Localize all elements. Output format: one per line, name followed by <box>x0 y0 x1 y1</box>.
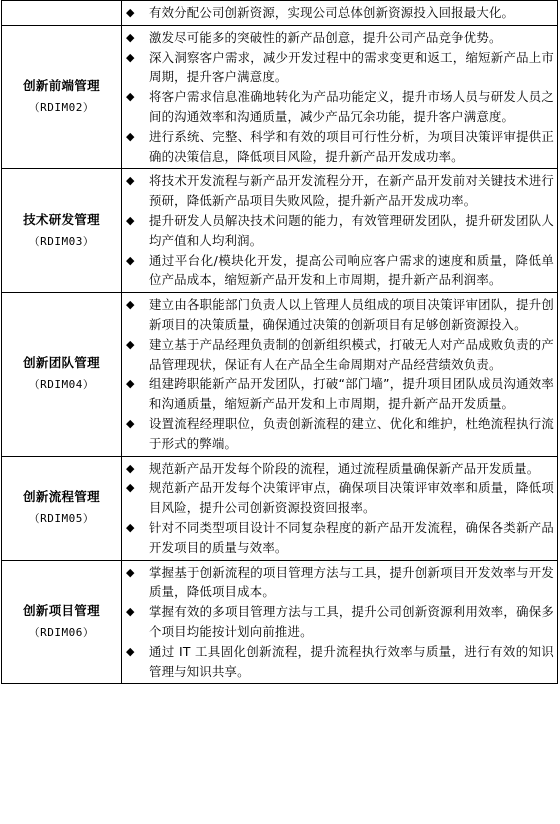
bullet-list <box>122 1 557 25</box>
module-points-cell <box>122 560 558 684</box>
module-code: （RDIM02） <box>28 101 95 115</box>
module-points-cell <box>122 25 558 169</box>
bullet-text: 提升研发人员解决技术问题的能力，有效管理研发团队，提升研发团队人均产值和人均利润。 <box>149 212 554 248</box>
module-code: （RDIM05） <box>28 512 95 526</box>
bullet-text: 进行系统、完整、科学和有效的项目可行性分析，为项目决策评审提供正确的决策信息，降低项目风险，提升新产品开发成功率。 <box>149 128 554 164</box>
table-body <box>2 1 558 684</box>
bullet-list <box>122 293 557 455</box>
module-goals-table <box>1 0 558 684</box>
diamond-bullet-icon: ◆ <box>126 644 135 658</box>
bullet-text: 激发尽可能多的突破性的新产品创意，提升公司产品竞争优势。 <box>149 29 502 45</box>
bullet-text: 建立由各职能部门负责人以上管理人员组成的项目决策评审团队，提升创新项目的决策质量，确保通过决策的创新项目有足够创新资源投入。 <box>149 297 554 332</box>
module-name-cell <box>2 456 122 560</box>
bullet-point <box>122 127 554 167</box>
bullet-point <box>122 563 554 603</box>
bullet-point <box>122 171 554 211</box>
bullet-point <box>122 478 554 518</box>
diamond-bullet-icon: ◆ <box>126 481 135 495</box>
table-row <box>2 1 558 26</box>
bullet-point <box>122 3 554 23</box>
module-name-cell <box>2 25 122 169</box>
bullet-point <box>122 459 554 479</box>
diamond-bullet-icon: ◆ <box>126 90 135 104</box>
diamond-bullet-icon: ◆ <box>126 129 135 143</box>
module-name: 创新前端管理 <box>23 78 100 94</box>
module-code: （RDIM06） <box>28 625 95 639</box>
table-row <box>2 293 558 456</box>
bullet-point <box>122 414 554 454</box>
bullet-text: 将客户需求信息准确地转化为产品功能定义，提升市场人员与研发人员之间的沟通效率和沟通质量，减少产品冗余功能，提升客户满意度。 <box>149 89 554 124</box>
bullet-text: 设置流程经理职位，负责创新流程的建立、优化和维护，杜绝流程执行流于形式的弊端。 <box>149 415 554 451</box>
diamond-bullet-icon: ◆ <box>126 605 135 619</box>
module-name: 创新流程管理 <box>23 489 100 505</box>
diamond-bullet-icon: ◆ <box>126 174 135 188</box>
bullet-point <box>122 518 554 558</box>
bullet-text: 将技术开发流程与新产品开发流程分开，在新产品开发前对关键技术进行预研，降低新产品项目失败风险，提升新产品开发成功率。 <box>149 173 554 209</box>
diamond-bullet-icon: ◆ <box>126 50 135 64</box>
bullet-text: 掌握有效的多项目管理方法与工具，提升公司创新资源利用效率，确保多个项目均能按计划向前推进。 <box>149 604 554 639</box>
diamond-bullet-icon: ◆ <box>126 520 135 534</box>
bullet-text: 深入洞察客户需求，减少开发过程中的需求变更和返工，缩短新产品上市周期，提升客户满意度。 <box>149 49 554 85</box>
diamond-bullet-icon: ◆ <box>126 30 135 44</box>
diamond-bullet-icon: ◆ <box>126 337 135 351</box>
module-points-cell <box>122 169 558 293</box>
bullet-point <box>122 251 554 291</box>
bullet-text: 组建跨职能新产品开发团队，打破“部门墙”，提升项目团队成员沟通效率和沟通质量，缩短新产品开发和上市周期，提升新产品开发质量。 <box>149 376 554 412</box>
diamond-bullet-icon: ◆ <box>126 565 135 579</box>
diamond-bullet-icon: ◆ <box>126 6 135 19</box>
module-name-cell <box>2 1 122 26</box>
table-row <box>2 456 558 560</box>
table-row <box>2 25 558 169</box>
bullet-text: 有效分配公司创新资源，实现公司总体创新资源投入回报最大化。 <box>149 5 515 20</box>
module-name: 创新团队管理 <box>23 355 100 371</box>
bullet-point <box>122 295 554 335</box>
bullet-point <box>122 602 554 642</box>
bullet-point <box>122 374 554 414</box>
module-name-cell <box>2 293 122 456</box>
table-row <box>2 560 558 684</box>
bullet-text: 规范新产品开发每个阶段的流程，通过流程质量确保新产品开发质量。 <box>149 460 540 476</box>
table-row <box>2 169 558 293</box>
diamond-bullet-icon: ◆ <box>126 377 135 391</box>
diamond-bullet-icon: ◆ <box>126 253 135 267</box>
bullet-text: 建立基于产品经理负责制的创新组织模式，打破无人对产品成败负责的产品管理现状，保证有人在产品全生命周期对产品经营绩效负责。 <box>149 336 554 372</box>
module-points-cell <box>122 293 558 456</box>
diamond-bullet-icon: ◆ <box>126 213 135 227</box>
bullet-list <box>122 457 557 560</box>
module-code: （RDIM03） <box>28 234 95 248</box>
module-name: 创新项目管理 <box>23 602 100 618</box>
module-name-cell <box>2 169 122 293</box>
module-points-cell <box>122 1 558 26</box>
bullet-point <box>122 642 554 682</box>
bullet-point <box>122 335 554 375</box>
module-code: （RDIM04） <box>28 378 95 392</box>
bullet-text: 通过平台化/模块化开发，提高公司响应客户需求的速度和质量，降低单位产品成本，缩短新产品开发和上市周期，提升新产品利润率。 <box>149 252 554 288</box>
bullet-point <box>122 48 554 88</box>
diamond-bullet-icon: ◆ <box>126 298 135 312</box>
bullet-text: 通过 IT 工具固化创新流程，提升流程执行效率与质量，进行有效的知识管理与知识共享。 <box>149 643 554 679</box>
bullet-text: 规范新产品开发每个决策评审点，确保项目决策评审效率和质量，降低项目风险，提升公司创新资源投资回报率。 <box>149 480 554 516</box>
diamond-bullet-icon: ◆ <box>126 416 135 430</box>
module-name: 技术研发管理 <box>23 211 100 227</box>
bullet-list <box>122 561 557 684</box>
bullet-point <box>122 211 554 251</box>
diamond-bullet-icon: ◆ <box>126 461 135 475</box>
module-name-cell <box>2 560 122 684</box>
bullet-point <box>122 28 554 48</box>
module-points-cell <box>122 456 558 560</box>
bullet-text: 掌握基于创新流程的项目管理方法与工具，提升创新项目开发效率与开发质量，降低项目成本。 <box>149 564 554 600</box>
bullet-list <box>122 169 557 292</box>
bullet-point <box>122 87 554 127</box>
bullet-list <box>122 26 557 169</box>
bullet-text: 针对不同类型项目设计不同复杂程度的新产品开发流程，确保各类新产品开发项目的质量与效率。 <box>149 519 554 555</box>
